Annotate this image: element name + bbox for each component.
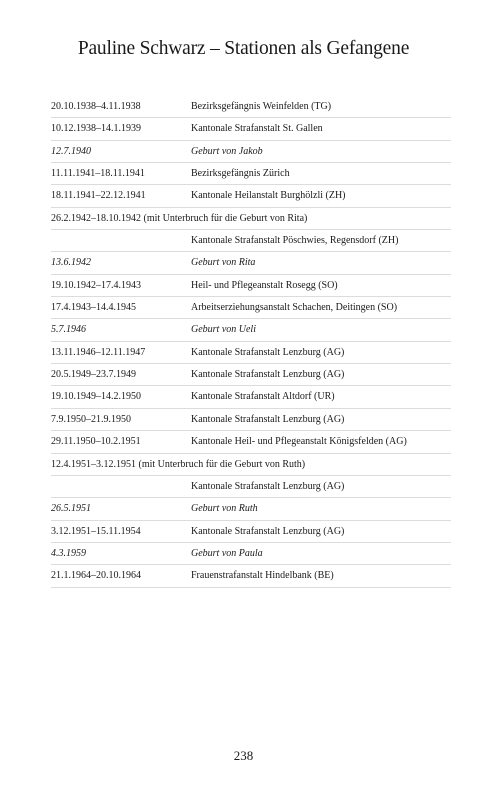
station-row bbox=[51, 521, 451, 543]
institution-cell: Kantonale Strafanstalt Lenzburg (AG) bbox=[191, 480, 345, 492]
date-cell: 17.4.1943–14.4.1945 bbox=[51, 302, 136, 314]
date-cell: 12.7.1940 bbox=[51, 145, 91, 157]
station-row bbox=[51, 208, 451, 230]
birth-cell: Geburt von Ueli bbox=[191, 324, 256, 336]
birth-cell: Geburt von Ruth bbox=[191, 503, 258, 515]
station-row bbox=[51, 454, 451, 476]
station-row bbox=[51, 476, 451, 498]
date-cell: 20.5.1949–23.7.1949 bbox=[51, 369, 136, 381]
birth-cell: Geburt von Paula bbox=[191, 547, 263, 559]
station-row bbox=[51, 297, 451, 319]
institution-cell: Kantonale Strafanstalt Pöschwies, Regensdorf (ZH) bbox=[191, 235, 399, 247]
birth-cell: Geburt von Rita bbox=[191, 257, 256, 269]
page-title: Pauline Schwarz – Stationen als Gefangene bbox=[77, 38, 410, 59]
birth-row bbox=[51, 319, 451, 341]
date-cell: 13.11.1946–12.11.1947 bbox=[51, 346, 146, 358]
station-row bbox=[51, 275, 451, 297]
station-row bbox=[51, 185, 451, 207]
date-cell: 21.1.1964–20.10.1964 bbox=[51, 570, 141, 582]
birth-row bbox=[51, 252, 451, 274]
date-cell: 5.7.1946 bbox=[51, 324, 86, 336]
institution-cell: Kantonale Strafanstalt St. Gallen bbox=[191, 123, 323, 135]
date-cell: 19.10.1949–14.2.1950 bbox=[51, 391, 141, 403]
station-row bbox=[51, 386, 451, 408]
page-number: 238 bbox=[233, 748, 254, 763]
institution-cell: Bezirksgefängnis Weinfelden (TG) bbox=[191, 101, 332, 112]
date-cell: 19.10.1942–17.4.1943 bbox=[51, 279, 141, 291]
birth-row bbox=[51, 141, 451, 163]
date-cell: 18.11.1941–22.12.1941 bbox=[51, 190, 146, 202]
date-cell: 7.9.1950–21.9.1950 bbox=[51, 413, 131, 425]
station-row bbox=[51, 230, 451, 252]
institution-cell: Kantonale Strafanstalt Altdorf (UR) bbox=[191, 391, 335, 403]
institution-cell: Bezirksgefängnis Zürich bbox=[191, 168, 290, 180]
station-row bbox=[51, 96, 451, 118]
date-cell: 11.11.1941–18.11.1941 bbox=[51, 168, 145, 180]
station-row bbox=[51, 431, 451, 453]
institution-cell: Heil- und Pflegeanstalt Rosegg (SO) bbox=[191, 279, 338, 291]
institution-cell: Kantonale Strafanstalt Lenzburg (AG) bbox=[191, 413, 345, 425]
date-cell: 10.12.1938–14.1.1939 bbox=[51, 123, 141, 135]
institution-cell: Kantonale Strafanstalt Lenzburg (AG) bbox=[191, 369, 345, 381]
station-row bbox=[51, 364, 451, 386]
date-cell: 20.10.1938–4.11.1938 bbox=[51, 101, 141, 112]
institution-cell: Kantonale Heil- und Pflegeanstalt Königsfelden (AG) bbox=[191, 436, 407, 448]
station-row bbox=[51, 565, 451, 587]
birth-row bbox=[51, 543, 451, 565]
station-row bbox=[51, 163, 451, 185]
date-cell: 4.3.1959 bbox=[51, 547, 86, 559]
birth-cell: Geburt von Jakob bbox=[191, 145, 263, 157]
institution-cell: Kantonale Strafanstalt Lenzburg (AG) bbox=[191, 346, 345, 358]
date-cell: 12.4.1951–3.12.1951 (mit Unterbruch für die Geburt von Ruth) bbox=[51, 458, 306, 470]
date-cell: 3.12.1951–15.11.1954 bbox=[51, 525, 141, 537]
institution-cell: Kantonale Strafanstalt Lenzburg (AG) bbox=[191, 525, 345, 537]
institution-cell: Arbeitserziehungsanstalt Schachen, Deitingen (SO) bbox=[191, 302, 398, 314]
date-cell: 26.5.1951 bbox=[51, 503, 91, 515]
institution-cell: Frauenstrafanstalt Hindelbank (BE) bbox=[191, 570, 334, 582]
date-cell: 26.2.1942–18.10.1942 (mit Unterbruch für die Geburt von Rita) bbox=[51, 212, 308, 224]
stations-table bbox=[51, 96, 451, 588]
institution-cell: Kantonale Heilanstalt Burghölzli (ZH) bbox=[191, 190, 346, 202]
station-row bbox=[51, 342, 451, 364]
date-cell: 13.6.1942 bbox=[51, 257, 91, 269]
station-row bbox=[51, 409, 451, 431]
station-row bbox=[51, 118, 451, 140]
birth-row bbox=[51, 498, 451, 520]
date-cell: 29.11.1950–10.2.1951 bbox=[51, 436, 141, 448]
